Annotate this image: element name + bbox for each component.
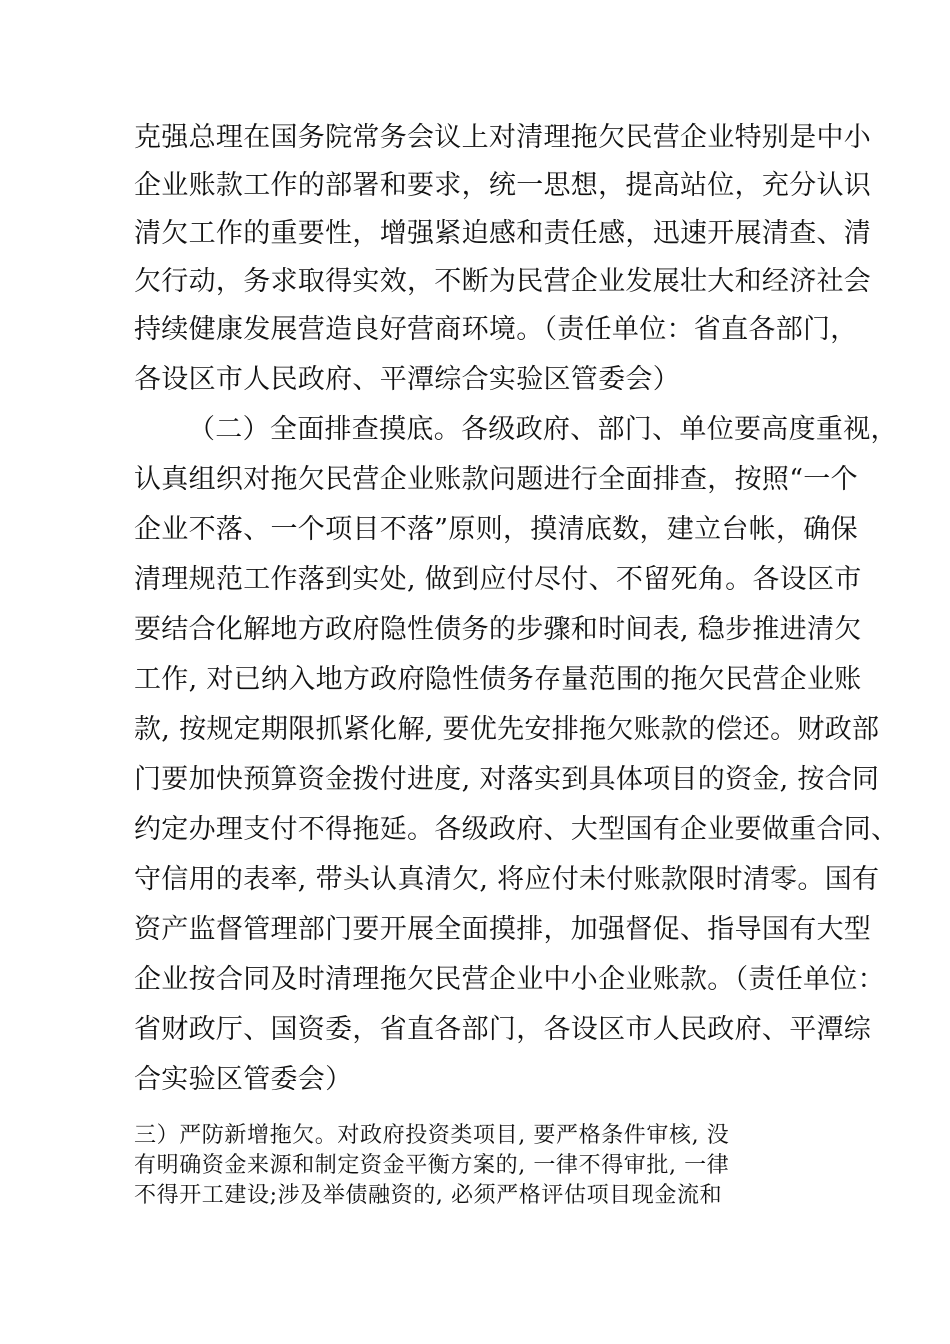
paragraph-heading-line: 三）严防新增拖欠。对政府投资类项目, 要严格条件审核, 没	[134, 1123, 730, 1148]
text-line: 门要加快预算资金拨付进度, 对落实到具体项目的资金, 按合同	[134, 764, 880, 795]
text-line: 企业按合同及时清理拖欠民营企业中小企业账款。（责任单位：	[134, 964, 885, 995]
text-line: 克强总理在国务院常务会议上对清理拖欠民营企业特别是中小	[134, 122, 872, 153]
text-line: 合实验区管委会）	[134, 1064, 353, 1095]
text-line: 款, 按规定期限抓紧化解, 要优先安排拖欠账款的偿还。财政部	[134, 714, 880, 745]
text-line: 持续健康发展营造良好营商环境。（责任单位：省直各部门，	[134, 314, 858, 345]
paragraph-heading-line: （二）全面排查摸底。各级政府、部门、单位要高度重视，	[188, 414, 898, 445]
text-line: 省财政厅、国资委，省直各部门，各设区市人民政府、平潭综	[134, 1014, 872, 1045]
text-line: 企业不落、一个项目不落”原则，摸清底数，建立台帐，确保	[134, 514, 858, 545]
text-line: 认真组织对拖欠民营企业账款问题进行全面排查，按照“一个	[134, 464, 858, 495]
text-line: 欠行动，务求取得实效，不断为民营企业发展壮大和经济社会	[134, 266, 872, 297]
text-line: 企业账款工作的部署和要求，统一思想，提高站位，充分认识	[134, 170, 872, 201]
text-line: 清理规范工作落到实处, 做到应付尽付、不留死角。各设区市	[134, 564, 862, 595]
text-line: 要结合化解地方政府隐性债务的步骤和时间表, 稳步推进清欠	[134, 614, 862, 645]
text-line: 守信用的表率, 带头认真清欠, 将应付未付账款限时清零。国有	[134, 864, 880, 895]
text-line: 约定办理支付不得拖延。各级政府、大型国有企业要做重合同、	[134, 814, 899, 845]
text-line: 各设区市人民政府、平潭综合实验区管委会）	[134, 364, 680, 395]
text-line: 不得开工建设;涉及举债融资的, 必须严格评估项目现金流和	[134, 1183, 723, 1208]
text-line: 有明确资金来源和制定资金平衡方案的, 一律不得审批, 一律	[134, 1153, 730, 1178]
text-line: 工作, 对已纳入地方政府隐性债务存量范围的拖欠民营企业账	[134, 664, 862, 695]
text-line: 资产监督管理部门要开展全面摸排，加强督促、指导国有大型	[134, 914, 872, 945]
text-line: 清欠工作的重要性，增强紧迫感和责任感，迅速开展清查、清	[134, 218, 872, 249]
